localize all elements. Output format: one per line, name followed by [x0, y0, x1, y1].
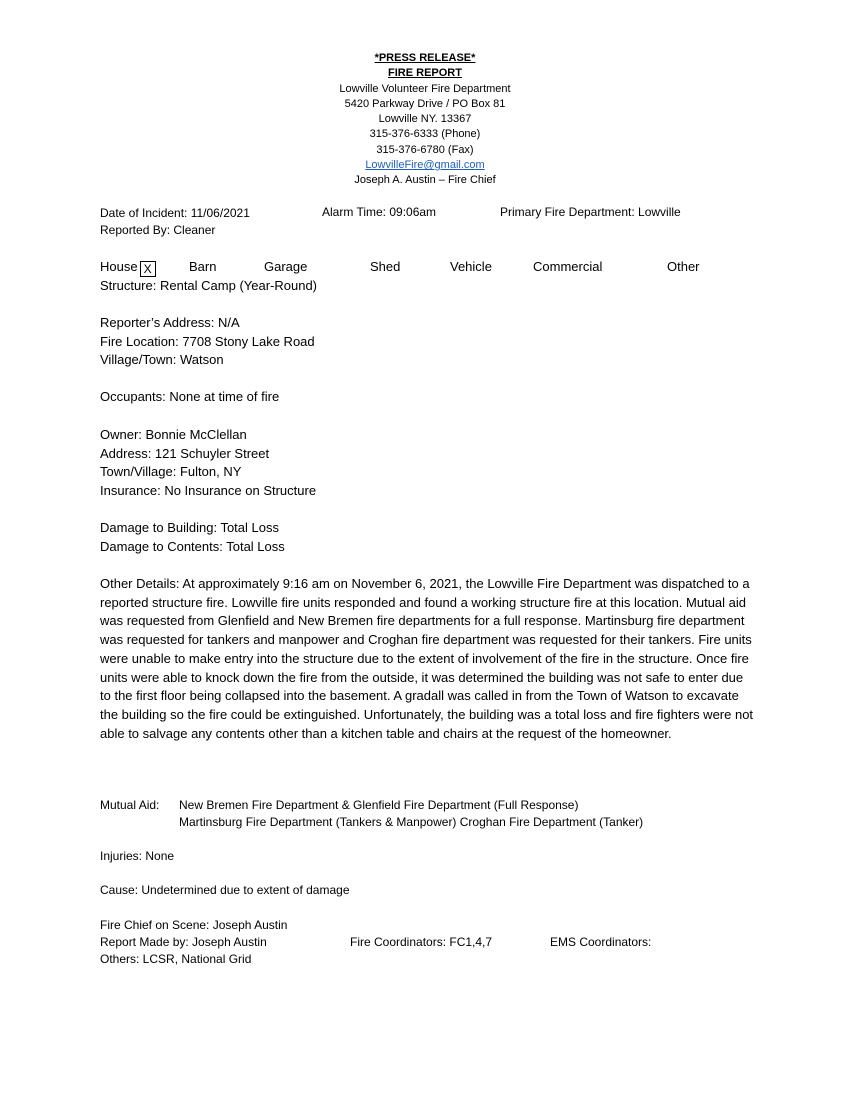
structure-other-label: Other: [667, 259, 700, 274]
reporter-address: Reporter’s Address: N/A: [100, 315, 240, 330]
department-fax: 315-376-6780 (Fax): [376, 143, 474, 156]
department-email-link[interactable]: LowvilleFire@gmail.com: [365, 159, 485, 172]
owner-address: Address: 121 Schuyler Street: [100, 446, 270, 461]
structure-barn-label: Barn: [189, 259, 217, 274]
department-name: Lowville Volunteer Fire Department: [339, 82, 511, 95]
mutual-aid-line1: New Bremen Fire Department & Glenfield Fire Department (Full Response): [179, 798, 579, 812]
fire-location: Fire Location: 7708 Stony Lake Road: [100, 334, 315, 349]
structure-description: Structure: Rental Camp (Year-Round): [100, 278, 318, 293]
mutual-aid-line2: Martinsburg Fire Department (Tankers & Manpower) Croghan Fire Department (Tanker): [179, 815, 644, 829]
press-release-title: *PRESS RELEASE*: [374, 52, 476, 64]
structure-garage-label: Garage: [264, 259, 308, 274]
fire-chief-on-scene: Fire Chief on Scene: Joseph Austin: [100, 918, 288, 932]
cause: Cause: Undetermined due to extent of damage: [100, 883, 350, 897]
department-address-line1: 5420 Parkway Drive / PO Box 81: [344, 97, 506, 110]
letterhead: [0, 51, 850, 189]
fire-chief-line: Joseph A. Austin – Fire Chief: [354, 174, 496, 187]
owner-insurance: Insurance: No Insurance on Structure: [100, 483, 317, 498]
owner-name: Owner: Bonnie McClellan: [100, 427, 247, 442]
occupants: Occupants: None at time of fire: [100, 389, 280, 404]
others: Others: LCSR, National Grid: [100, 952, 252, 966]
department-address-line2: Lowville NY. 13367: [378, 113, 472, 126]
mutual-aid-label: Mutual Aid:: [100, 798, 160, 812]
structure-shed-label: Shed: [370, 259, 401, 274]
structure-house-label: House: [100, 259, 138, 274]
structure-type-house: [100, 259, 156, 277]
fire-coordinators: Fire Coordinators: FC1,4,7: [350, 935, 493, 949]
injuries: Injuries: None: [100, 849, 175, 863]
structure-vehicle-label: Vehicle: [450, 259, 492, 274]
primary-department: Primary Fire Department: Lowville: [500, 205, 681, 219]
ems-coordinators: EMS Coordinators:: [550, 935, 652, 949]
village-town: Village/Town: Watson: [100, 352, 224, 367]
damage-contents: Damage to Contents: Total Loss: [100, 539, 285, 554]
incident-row: [100, 205, 250, 221]
alarm-time: Alarm Time: 09:06am: [322, 205, 437, 219]
house-checkbox[interactable]: X: [140, 261, 156, 277]
incident-date: Date of Incident: 11/06/2021: [100, 206, 250, 220]
owner-town-village: Town/Village: Fulton, NY: [100, 464, 242, 479]
damage-building: Damage to Building: Total Loss: [100, 520, 279, 535]
fire-report-title: FIRE REPORT: [388, 67, 462, 80]
structure-commercial-label: Commercial: [533, 259, 603, 274]
report-made-by: Report Made by: Joseph Austin: [100, 935, 267, 949]
other-details-paragraph: Other Details: At approximately 9:16 am on November 6, 2021, the Lowville Fire Department was dispatched to a reported structure fire. Lowville fire units responded and found a working structure fire at this location. Mutual aid was requested from Glenfield and New Bremen fire departments for a full response. Martinsburg fire department was requested for tankers and manpower and Croghan fire department was requested for their tankers. Fire units were unable to make entry into the structure due to the extent of involvement of the fire in the structure. Once fire units were able to knock down the fire from the outside, it was determined the building was not safe to enter due to the first floor being collapsed into the basement. A gradall was called in from the Town of Watson to excavate the building so the fire could be extinguished. Unfortunately, the building was a total loss and fire fighters were not able to salvage any contents other than a kitchen table and chairs at the request of the homeowner.: [100, 576, 754, 741]
department-phone: 315-376-6333 (Phone): [369, 128, 481, 141]
reported-by: Reported By: Cleaner: [100, 223, 216, 237]
